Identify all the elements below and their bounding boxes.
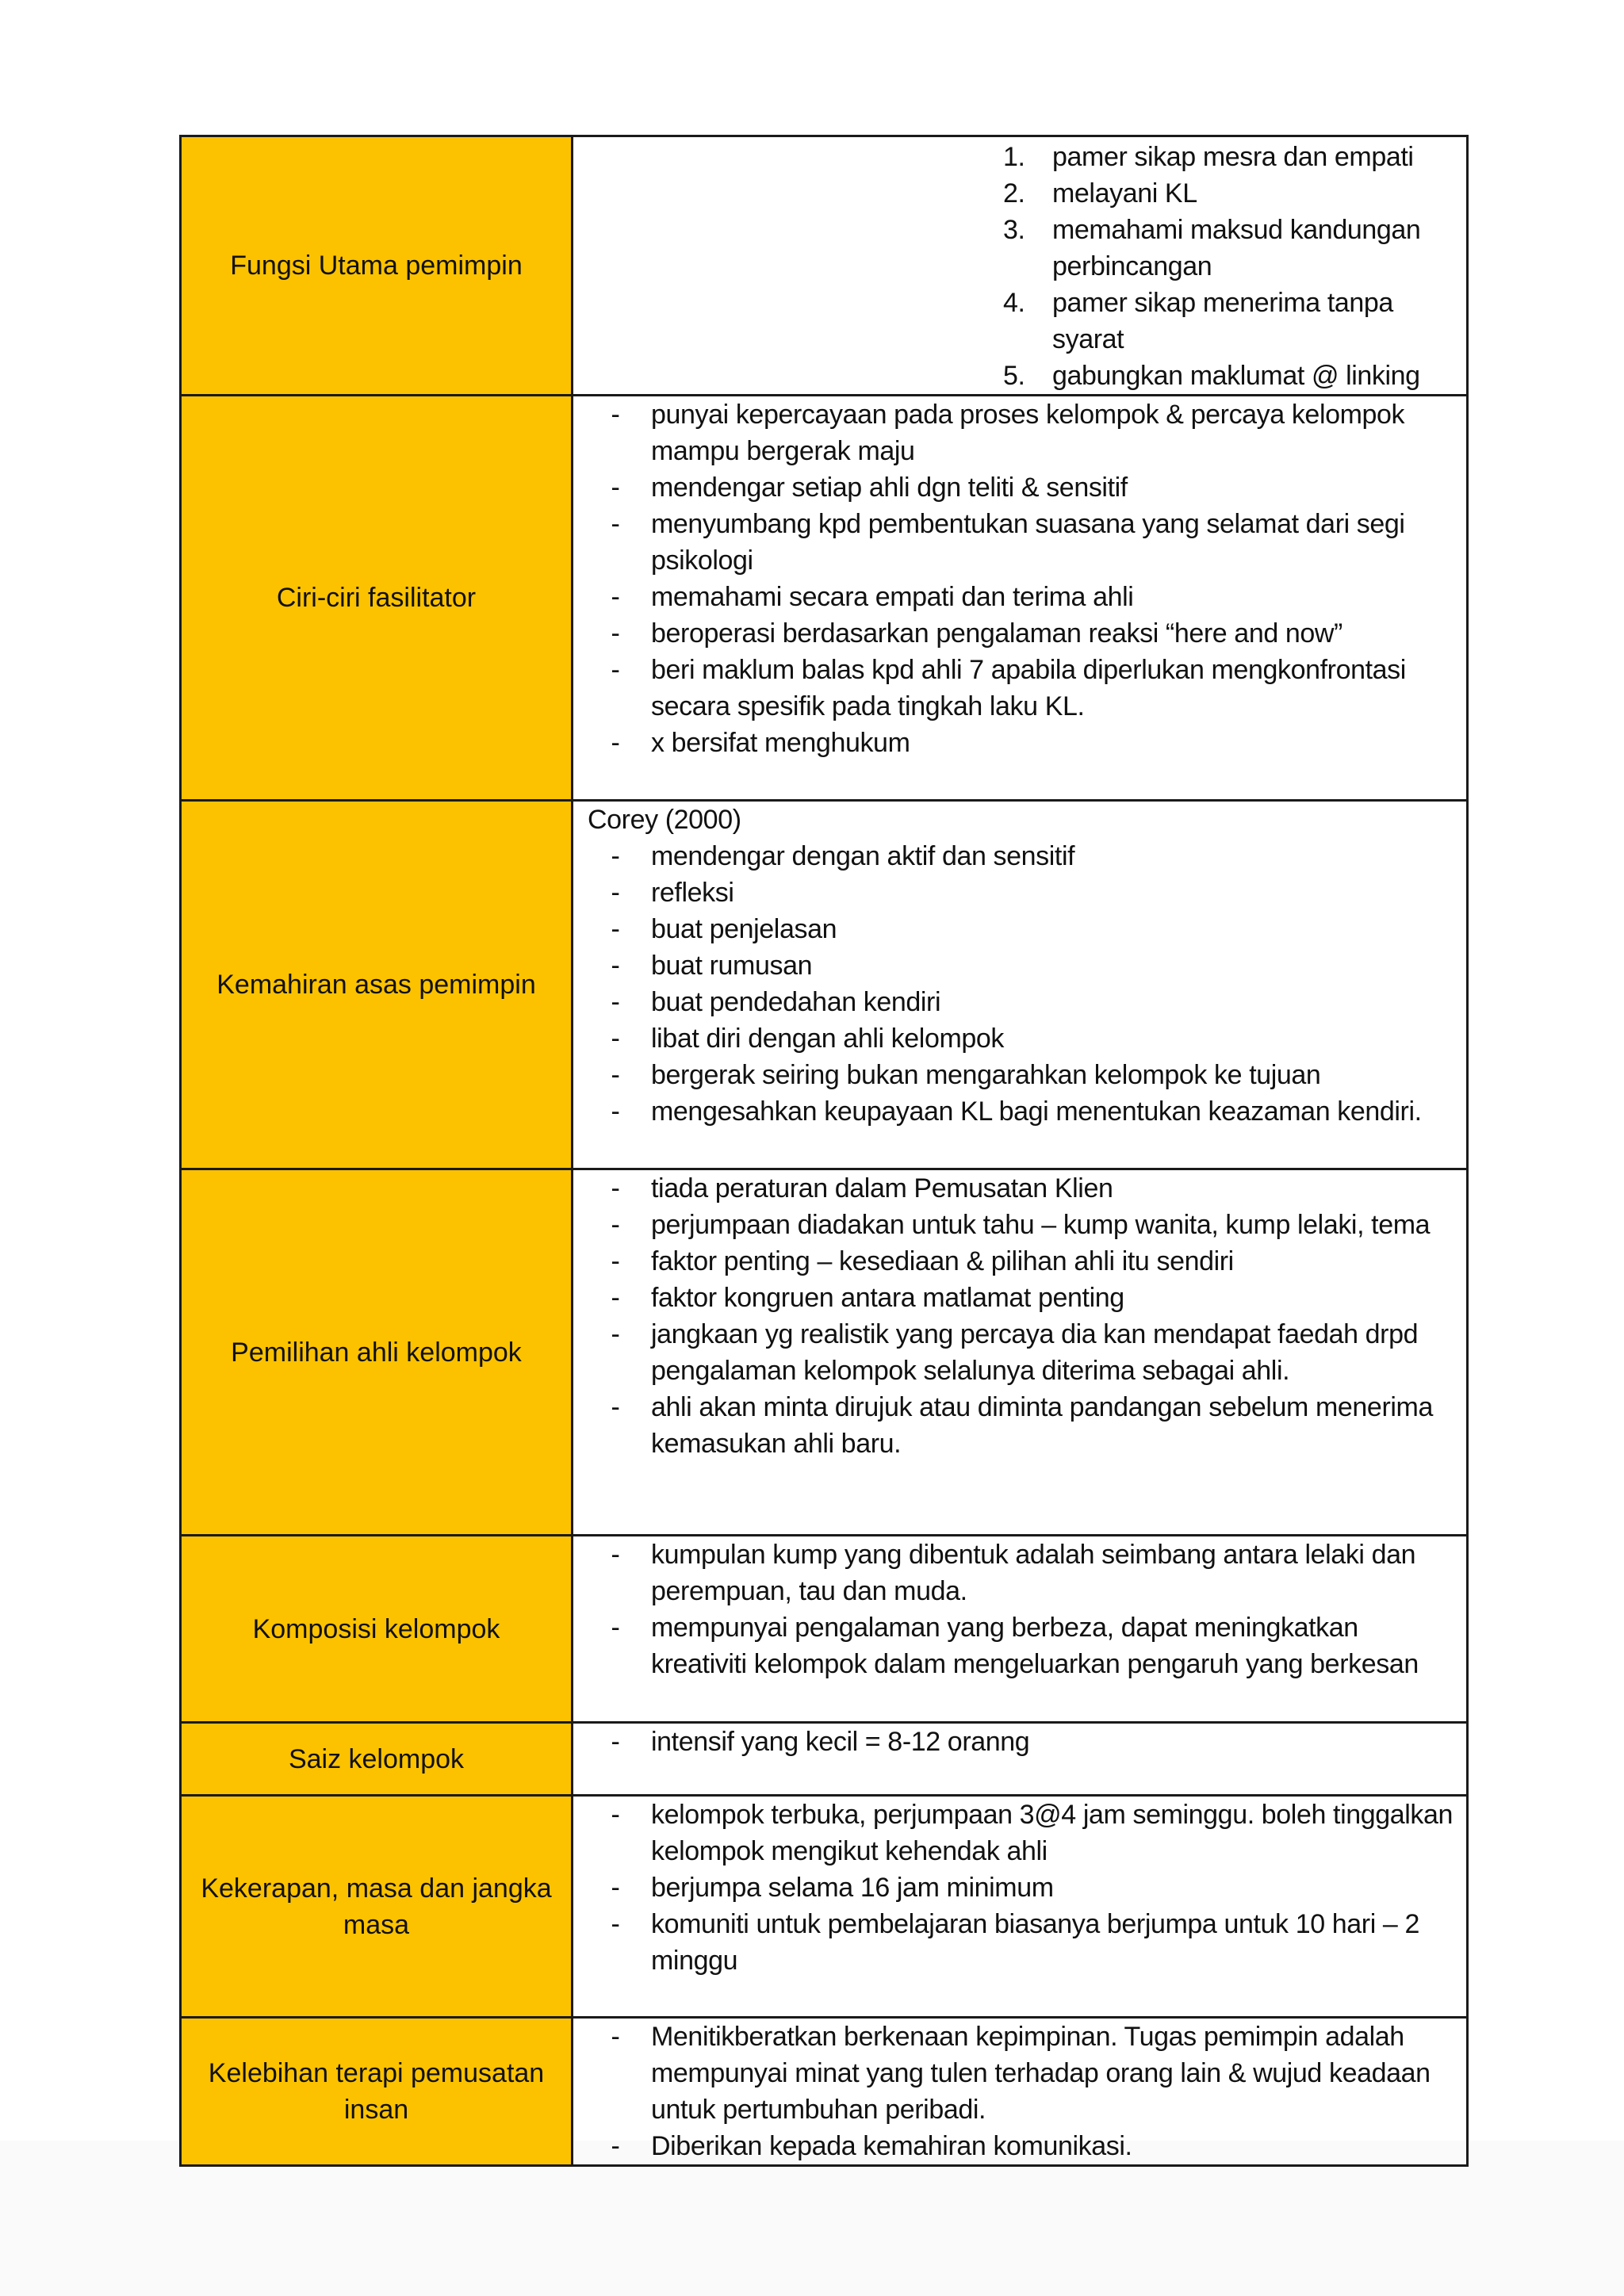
list-item-text: mempunyai pengalaman yang berbeza, dapat meningkatkan kreativiti kelompok dalam mengeluarkan pengaruh yang berkesan [651, 1613, 1419, 1679]
list-item [573, 1797, 1458, 1869]
list-item [573, 506, 1458, 579]
list-item-text: faktor kongruen antara matlamat penting [651, 1283, 1124, 1313]
table-row [181, 1536, 1468, 1723]
list-item [573, 1389, 1458, 1462]
bullet-marker: - [611, 1096, 620, 1127]
list-item [573, 2019, 1458, 2128]
table-row [181, 801, 1468, 1169]
list-item [573, 984, 1458, 1020]
list-item [573, 1207, 1458, 1243]
list-item [573, 1869, 1458, 1906]
list-item-text: kumpulan kump yang dibentuk adalah seimbang antara lelaki dan perempuan, tau dan muda. [651, 1540, 1416, 1606]
row-label [181, 1169, 573, 1536]
table-row [181, 396, 1468, 801]
bullet-list [573, 1724, 1458, 1760]
bullet-marker: - [611, 1613, 620, 1643]
row-content [573, 2018, 1468, 2166]
bullet-marker: - [611, 473, 620, 503]
ordered-list [573, 139, 1458, 394]
row-label-text: Saiz kelompok [288, 1743, 465, 1774]
row-content [573, 396, 1468, 801]
list-item [573, 947, 1458, 984]
list-item-text: memahami maksud kandungan perbincangan [1052, 215, 1421, 281]
table-row [181, 2018, 1468, 2166]
list-item-text: berjumpa selama 16 jam minimum [651, 1873, 1054, 1903]
bullet-marker: - [611, 400, 620, 430]
bullet-marker: - [611, 1540, 620, 1570]
row-label-text: Ciri-ciri fasilitator [276, 583, 477, 613]
bullet-list [573, 1797, 1458, 1979]
list-item-text: pamer sikap menerima tanpa syarat [1052, 288, 1393, 354]
list-item [573, 911, 1458, 947]
list-number: 2. [1003, 178, 1025, 209]
list-item [573, 1280, 1458, 1316]
row-label-text: Pemilihan ahli kelompok [231, 1337, 522, 1368]
list-item-text: beroperasi berdasarkan pengalaman reaksi “here and now” [651, 618, 1342, 649]
list-item [573, 874, 1458, 911]
bullet-list [573, 2019, 1458, 2164]
list-item-text: refleksi [651, 878, 734, 908]
bullet-list [573, 396, 1458, 761]
list-number: 1. [1003, 142, 1025, 172]
list-item [573, 615, 1458, 652]
table-row [181, 136, 1468, 396]
list-item [573, 469, 1458, 506]
list-item [573, 2128, 1458, 2164]
list-item-text: intensif yang kecil = 8-12 oranng [651, 1727, 1030, 1757]
list-item [573, 1243, 1458, 1280]
list-item [573, 838, 1458, 874]
list-item [1003, 139, 1458, 175]
bullet-marker: - [611, 1210, 620, 1240]
row-label-text: Fungsi Utama pemimpin [230, 251, 523, 281]
bullet-marker: - [611, 878, 620, 908]
notes-table [179, 135, 1469, 2167]
row-label [181, 1723, 573, 1796]
list-item-text: memahami secara empati dan terima ahli [651, 582, 1134, 612]
row-content [573, 1169, 1468, 1536]
row-label-text: Kelebihan terapi pemusatan insan [208, 2058, 545, 2125]
bullet-marker: - [611, 841, 620, 871]
list-item [573, 1536, 1458, 1609]
list-item-text: faktor penting – kesediaan & pilihan ahli itu sendiri [651, 1246, 1234, 1276]
list-item [573, 579, 1458, 615]
list-item [573, 1724, 1458, 1760]
reference-citation: Corey (2000) [588, 805, 741, 835]
list-item-text: tiada peraturan dalam Pemusatan Klien [651, 1173, 1113, 1203]
list-item [573, 1020, 1458, 1057]
list-item [1003, 175, 1458, 212]
list-item [573, 1093, 1458, 1130]
bullet-marker: - [611, 582, 620, 612]
list-item-text: libat diri dengan ahli kelompok [651, 1024, 1004, 1054]
list-item-text: gabungkan maklumat @ linking [1052, 361, 1420, 391]
row-label [181, 396, 573, 801]
bullet-marker: - [611, 1024, 620, 1054]
table-row [181, 1723, 1468, 1796]
list-item-text: menyumbang kpd pembentukan suasana yang selamat dari segi psikologi [651, 509, 1405, 576]
list-item-text: komuniti untuk pembelajaran biasanya berjumpa untuk 10 hari – 2 minggu [651, 1909, 1419, 1976]
list-item-text: punyai kepercayaan pada proses kelompok & percaya kelompok mampu bergerak maju [651, 400, 1405, 466]
list-item-text: melayani KL [1052, 178, 1197, 209]
list-item [573, 1609, 1458, 1682]
list-item [1003, 285, 1458, 358]
bullet-marker: - [611, 914, 620, 944]
bullet-marker: - [611, 1392, 620, 1422]
bullet-marker: - [611, 1873, 620, 1903]
bullet-marker: - [611, 1800, 620, 1830]
list-item [573, 1170, 1458, 1207]
bullet-marker: - [611, 618, 620, 649]
list-item-text: pamer sikap mesra dan empati [1052, 142, 1414, 172]
bullet-marker: - [611, 1283, 620, 1313]
bullet-marker: - [611, 509, 620, 539]
list-item [1003, 358, 1458, 394]
bullet-marker: - [611, 2131, 620, 2161]
row-label [181, 801, 573, 1169]
row-label-text: Kemahiran asas pemimpin [216, 970, 536, 1000]
bullet-marker: - [611, 1727, 620, 1757]
row-label [181, 1796, 573, 2018]
bullet-list [573, 1170, 1458, 1462]
list-item-text: mendengar dengan aktif dan sensitif [651, 841, 1075, 871]
row-label-text: Kekerapan, masa dan jangka masa [201, 1873, 552, 1940]
list-item-text: Menitikberatkan berkenaan kepimpinan. Tugas pemimpin adalah mempunyai minat yang tulen terhadap orang lain & wujud keadaan untuk pertumbuhan peribadi. [651, 2022, 1431, 2125]
bullet-marker: - [611, 2022, 620, 2052]
list-item [573, 725, 1458, 761]
bullet-marker: - [611, 1060, 620, 1090]
list-item [573, 1316, 1458, 1389]
bullet-marker: - [611, 728, 620, 758]
list-item [1003, 212, 1458, 285]
list-item-text: bergerak seiring bukan mengarahkan kelompok ke tujuan [651, 1060, 1321, 1090]
bullet-marker: - [611, 987, 620, 1017]
table-row [181, 1169, 1468, 1536]
list-number: 3. [1003, 215, 1025, 245]
list-item [573, 396, 1458, 469]
list-item [573, 1057, 1458, 1093]
row-label [181, 136, 573, 396]
bullet-list [573, 1536, 1458, 1682]
row-content [573, 136, 1468, 396]
list-item-text: buat rumusan [651, 951, 813, 981]
list-item-text: x bersifat menghukum [651, 728, 910, 758]
list-number: 4. [1003, 288, 1025, 318]
list-item-text: Diberikan kepada kemahiran komunikasi. [651, 2131, 1132, 2161]
bullet-marker: - [611, 1319, 620, 1349]
list-item-text: mengesahkan keupayaan KL bagi menentukan keazaman kendiri. [651, 1096, 1422, 1127]
list-item-text: buat penjelasan [651, 914, 837, 944]
row-content [573, 801, 1468, 1169]
bullet-marker: - [611, 951, 620, 981]
list-item-text: kelompok terbuka, perjumpaan 3@4 jam seminggu. boleh tinggalkan kelompok mengikut kehendak ahli [651, 1800, 1454, 1866]
list-item [573, 652, 1458, 725]
table-row [181, 1796, 1468, 2018]
list-number: 5. [1003, 361, 1025, 391]
list-item-text: buat pendedahan kendiri [651, 987, 941, 1017]
bullet-marker: - [611, 1246, 620, 1276]
row-content [573, 1536, 1468, 1723]
bullet-marker: - [611, 1173, 620, 1203]
list-item-text: beri maklum balas kpd ahli 7 apabila diperlukan mengkonfrontasi secara spesifik pada tingkah laku KL. [651, 655, 1406, 721]
list-item-text: jangkaan yg realistik yang percaya dia kan mendapat faedah drpd pengalaman kelompok selalunya diterima sebagai ahli. [651, 1319, 1419, 1386]
row-label-text: Komposisi kelompok [252, 1613, 500, 1644]
row-label [181, 2018, 573, 2166]
row-content [573, 1796, 1468, 2018]
list-item-text: perjumpaan diadakan untuk tahu – kump wanita, kump lelaki, tema [651, 1210, 1431, 1240]
list-item-text: ahli akan minta dirujuk atau diminta pandangan sebelum menerima kemasukan ahli baru. [651, 1392, 1433, 1459]
bullet-list [573, 838, 1458, 1130]
bullet-marker: - [611, 655, 620, 685]
list-item [573, 1906, 1458, 1979]
list-item-text: mendengar setiap ahli dgn teliti & sensitif [651, 473, 1128, 503]
row-content [573, 1723, 1468, 1796]
row-label [181, 1536, 573, 1723]
bullet-marker: - [611, 1909, 620, 1939]
